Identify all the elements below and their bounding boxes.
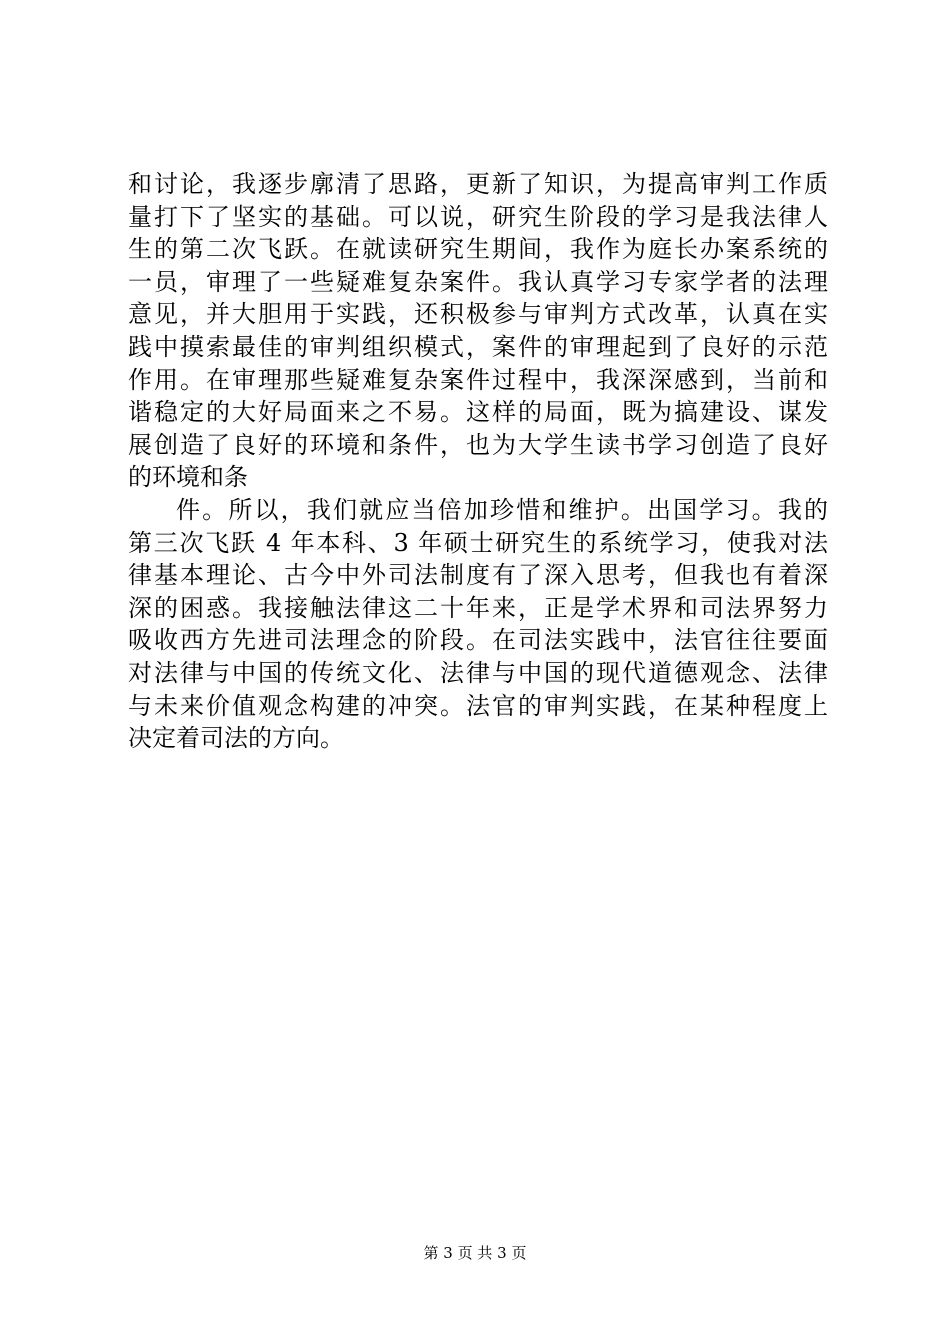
page-number: 第 3 页 共 3 页 [423, 1244, 527, 1262]
text-line: 的环境和条 [128, 463, 248, 492]
text-line: 意见，并大胆用于实践，还积极参与审判方式改革，认真在实 [128, 300, 828, 329]
text-line: 作用。在审理那些疑难复杂案件过程中，我深深感到，当前和 [128, 365, 828, 394]
text-line: 一员，审理了一些疑难复杂案件。我认真学习专家学者的法理 [128, 267, 828, 296]
text-line: 和讨论，我逐步廓清了思路，更新了知识，为提高审判工作质 [128, 170, 828, 198]
page-footer [0, 1243, 950, 1263]
text-line: 深的困惑。我接触法律这二十年来，正是学术界和司法界努力 [128, 593, 828, 622]
text-line: 生的第二次飞跃。在就读研究生期间，我作为庭长办案系统的 [128, 235, 828, 264]
text-line: 与未来价值观念构建的冲突。法官的审判实践，在某种程度上 [128, 691, 828, 720]
text-line: 展创造了良好的环境和条件，也为大学生读书学习创造了良好 [128, 430, 828, 459]
text-line: 第三次飞跃 4 年本科、3 年硕士研究生的系统学习，使我对法 [128, 528, 828, 557]
text-line: 律基本理论、古今中外司法制度有了深入思考，但我也有着深 [128, 561, 828, 590]
text-line: 吸收西方先进司法理念的阶段。在司法实践中，法官往往要面 [128, 626, 828, 655]
body-text [128, 168, 828, 755]
text-line: 践中摸索最佳的审判组织模式，案件的审理起到了良好的示范 [128, 332, 828, 361]
text-line: 件。所以，我们就应当倍加珍惜和维护。出国学习。我的 [176, 495, 828, 524]
text-line: 决定着司法的方向。 [128, 724, 344, 753]
text-line: 量打下了坚实的基础。可以说，研究生阶段的学习是我法律人 [128, 202, 828, 231]
text-line: 对法律与中国的传统文化、法律与中国的现代道德观念、法律 [128, 658, 828, 687]
text-line: 谐稳定的大好局面来之不易。这样的局面，既为搞建设、谋发 [128, 398, 828, 427]
